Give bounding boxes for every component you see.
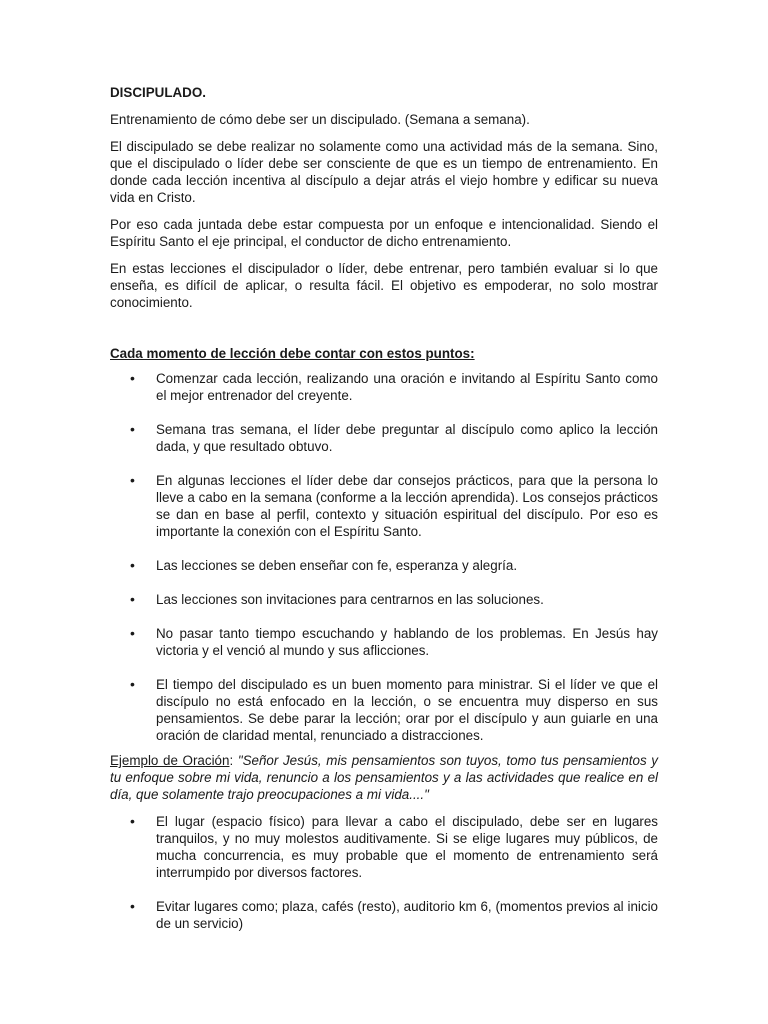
list-item-text: Las lecciones se deben enseñar con fe, esperanza y alegría. (156, 558, 518, 573)
prayer-example (110, 752, 658, 803)
list-item (110, 421, 658, 455)
list-item (110, 813, 658, 881)
bullet-icon: • (130, 557, 135, 573)
points-list-after (110, 813, 658, 932)
points-list (110, 370, 658, 744)
document-title: DISCIPULADO. (110, 85, 206, 100)
list-item-text: Evitar lugares como; plaza, cafés (resto), auditorio km 6, (momentos previos al inicio de un servicio) (156, 899, 658, 931)
list-item (110, 370, 658, 404)
list-item (110, 898, 658, 932)
list-item (110, 625, 658, 659)
prayer-example-quote: "Señor Jesús, mis pensamientos son tuyos, tomo tus pensamientos y tu enfoque sobre mi vida, renuncio a los pensamientos y a las actividades que realice en el día, que solamente trajo preocupaciones a mi vida...." (110, 753, 658, 802)
list-item-text: Comenzar cada lección, realizando una oración e invitando al Espíritu Santo como el mejor entrenador del creyente. (156, 371, 658, 403)
list-item (110, 676, 658, 744)
list-item (110, 472, 658, 540)
bullet-icon: • (130, 591, 135, 607)
intro-paragraph: Entrenamiento de cómo debe ser un discipulado. (Semana a semana). (110, 112, 530, 127)
list-item (110, 591, 658, 608)
bullet-icon: • (130, 421, 135, 437)
list-item-text: El lugar (espacio físico) para llevar a cabo el discipulado, debe ser en lugares tranquilos, y no muy molestos auditivamente. Si se elige lugares muy públicos, de mucha concurrencia, es muy probable que el momento de entrenamiento será interrumpido por diversos factores. (156, 814, 658, 880)
bullet-icon: • (130, 676, 135, 692)
bullet-icon: • (130, 472, 135, 488)
prayer-example-separator: : (229, 753, 238, 768)
body-paragraph: Por eso cada juntada debe estar compuesta por un enfoque e intencionalidad. Siendo el Espíritu Santo el eje principal, el conductor de dicho entrenamiento. (110, 217, 658, 249)
body-paragraph: El discipulado se debe realizar no solamente como una actividad más de la semana. Sino, que el discipulado o líder debe ser consciente de que es un tiempo de entrenamiento. En donde cada lección incentiva al discípulo a dejar atrás el viejo hombre y edificar su nueva vida en Cristo. (110, 139, 658, 205)
bullet-icon: • (130, 813, 135, 829)
document-page (110, 84, 658, 949)
bullet-icon: • (130, 370, 135, 386)
prayer-example-label: Ejemplo de Oración (110, 753, 230, 768)
list-item-text: No pasar tanto tiempo escuchando y hablando de los problemas. En Jesús hay victoria y el venció al mundo y sus aflicciones. (156, 626, 658, 658)
list-item (110, 557, 658, 574)
section-heading: Cada momento de lección debe contar con estos puntos: (110, 346, 475, 361)
bullet-icon: • (130, 898, 135, 914)
list-item-text: Semana tras semana, el líder debe preguntar al discípulo como aplico la lección dada, y que resultado obtuvo. (156, 422, 658, 454)
bullet-icon: • (130, 625, 135, 641)
body-paragraph: En estas lecciones el discipulador o líder, debe entrenar, pero también evaluar si lo que enseña, es difícil de aplicar, o resulta fácil. El objetivo es empoderar, no solo mostrar conocimiento. (110, 261, 658, 310)
list-item-text: El tiempo del discipulado es un buen momento para ministrar. Si el líder ve que el discípulo no está enfocado en la lección, o se encuentra muy disperso en sus pensamientos. Se debe parar la lección; orar por el discípulo y aun guiarle en una oración de claridad mental, renunciado a distracciones. (156, 677, 658, 743)
list-item-text: En algunas lecciones el líder debe dar consejos prácticos, para que la persona lo lleve a cabo en la semana (conforme a la lección aprendida). Los consejos prácticos se dan en base al perfil, contexto y situación espiritual del discípulo. Por eso es importante la conexión con el Espíritu Santo. (156, 473, 658, 539)
list-item-text: Las lecciones son invitaciones para centrarnos en las soluciones. (156, 592, 544, 607)
